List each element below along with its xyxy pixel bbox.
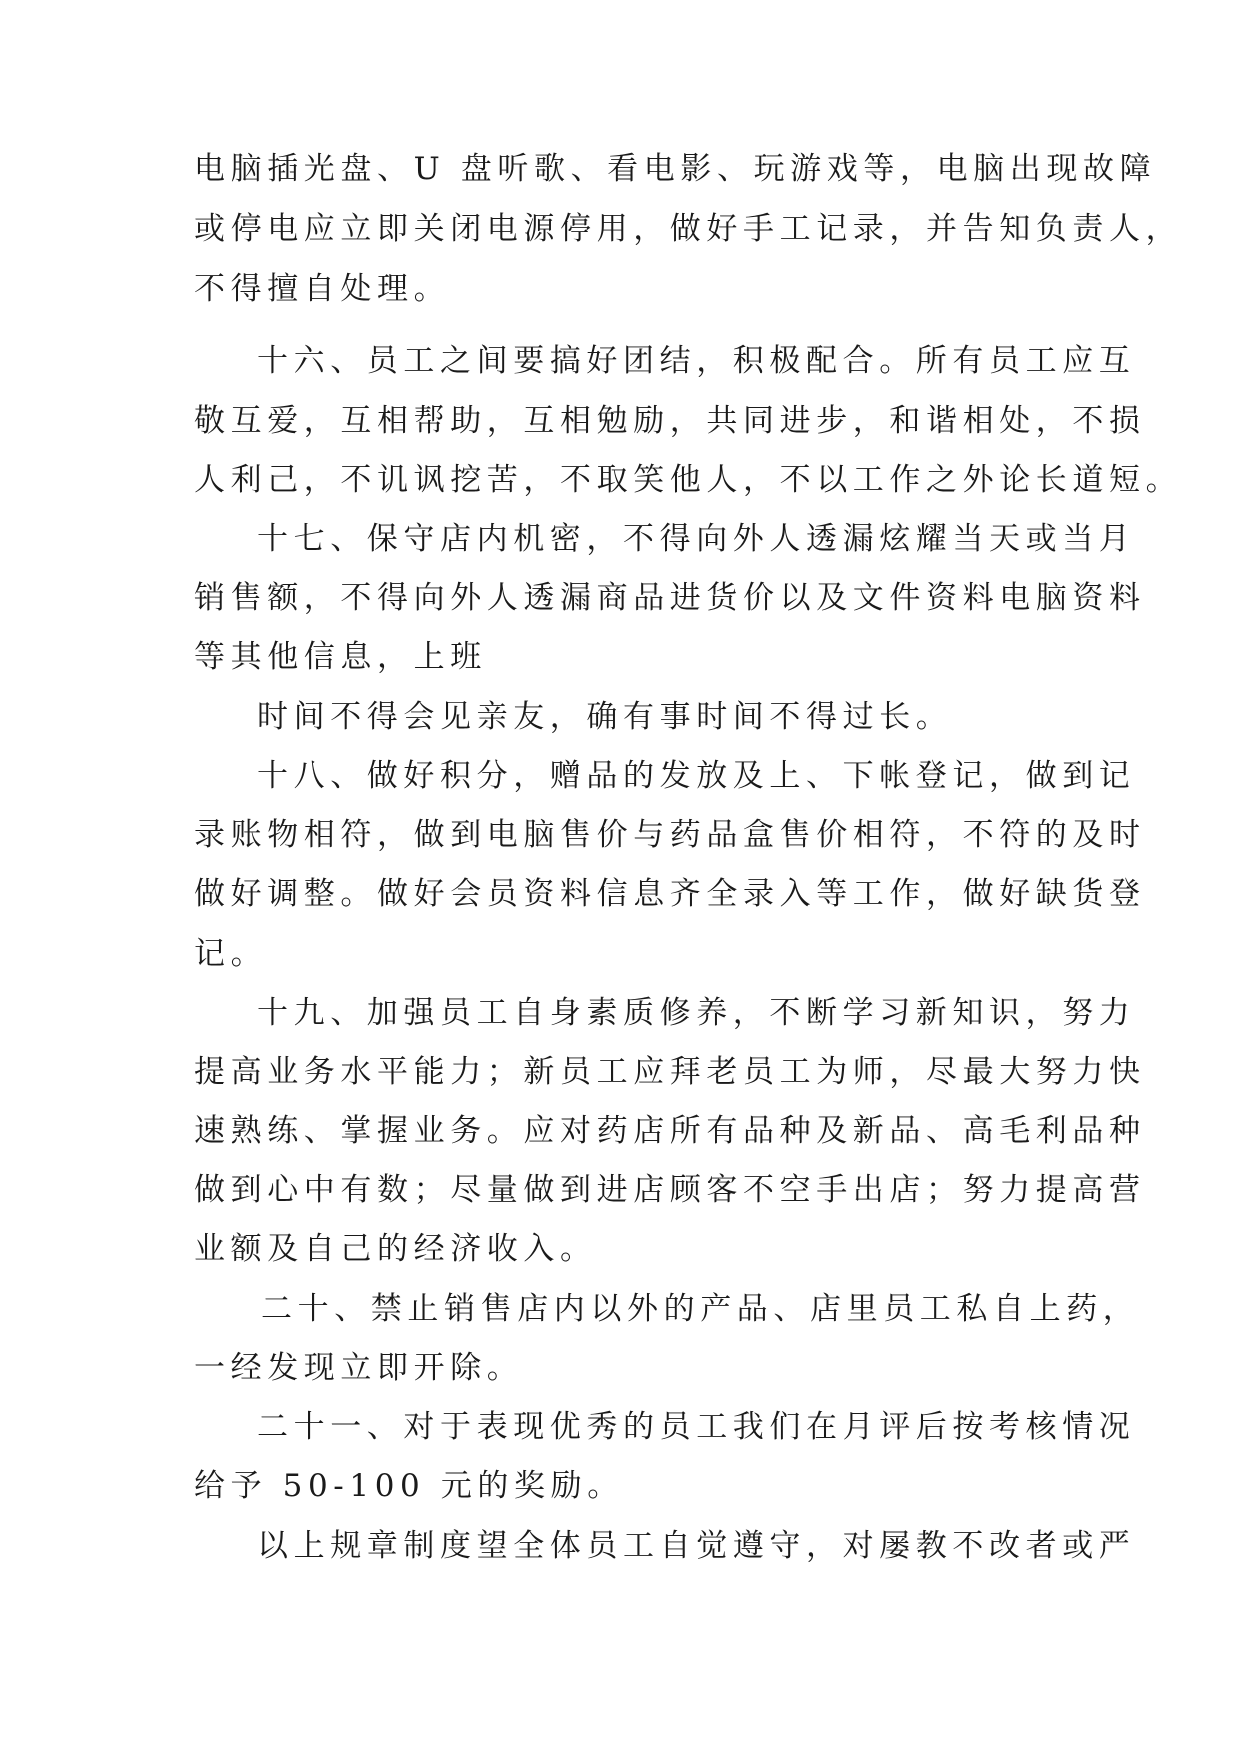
text-line-21: 一经发现立即开除。	[194, 1350, 524, 1386]
text-line-1: 电脑插光盘、U 盘听歌、看电影、玩游戏等，电脑出现故障	[194, 151, 1157, 187]
text-line-4: 十六、员工之间要搞好团结，积极配合。所有员工应互	[257, 343, 1136, 379]
text-line-3: 不得擅自处理。	[194, 271, 451, 307]
text-line-2: 或停电应立即关闭电源停用，做好手工记录，并告知负责人，	[194, 211, 1183, 247]
text-line-9: 等其他信息，上班	[194, 639, 487, 675]
text-line-24: 以上规章制度望全体员工自觉遵守，对屡教不改者或严	[257, 1528, 1136, 1564]
text-line-6: 人利己，不讥讽挖苦，不取笑他人，不以工作之外论长道短。	[194, 462, 1183, 498]
text-line-16: 提高业务水平能力；新员工应拜老员工为师，尽最大努力快	[194, 1054, 1146, 1090]
text-line-20: 二十、禁止销售店内以外的产品、店里员工私自上药，	[261, 1291, 1140, 1327]
text-line-14: 记。	[194, 936, 268, 972]
text-line-22: 二十一、对于表现优秀的员工我们在月评后按考核情况	[257, 1409, 1136, 1445]
text-line-15: 十九、加强员工自身素质修养，不断学习新知识，努力	[257, 995, 1136, 1031]
text-line-7: 十七、保守店内机密，不得向外人透漏炫耀当天或当月	[257, 521, 1136, 557]
text-line-12: 录账物相符，做到电脑售价与药品盒售价相符，不符的及时	[194, 817, 1146, 853]
text-line-10: 时间不得会见亲友，确有事时间不得过长。	[257, 699, 953, 735]
text-line-18: 做到心中有数；尽量做到进店顾客不空手出店；努力提高营	[194, 1172, 1146, 1208]
text-line-8: 销售额，不得向外人透漏商品进货价以及文件资料电脑资料	[194, 580, 1146, 616]
text-line-23: 给予 50-100 元的奖励。	[194, 1468, 624, 1504]
text-line-5: 敬互爱，互相帮助，互相勉励，共同进步，和谐相处，不损	[194, 403, 1146, 439]
text-line-17: 速熟练、掌握业务。应对药店所有品种及新品、高毛利品种	[194, 1113, 1146, 1149]
text-line-13: 做好调整。做好会员资料信息齐全录入等工作，做好缺货登	[194, 876, 1146, 912]
text-line-19: 业额及自己的经济收入。	[194, 1231, 597, 1267]
text-line-11: 十八、做好积分，赠品的发放及上、下帐登记，做到记	[257, 758, 1136, 794]
